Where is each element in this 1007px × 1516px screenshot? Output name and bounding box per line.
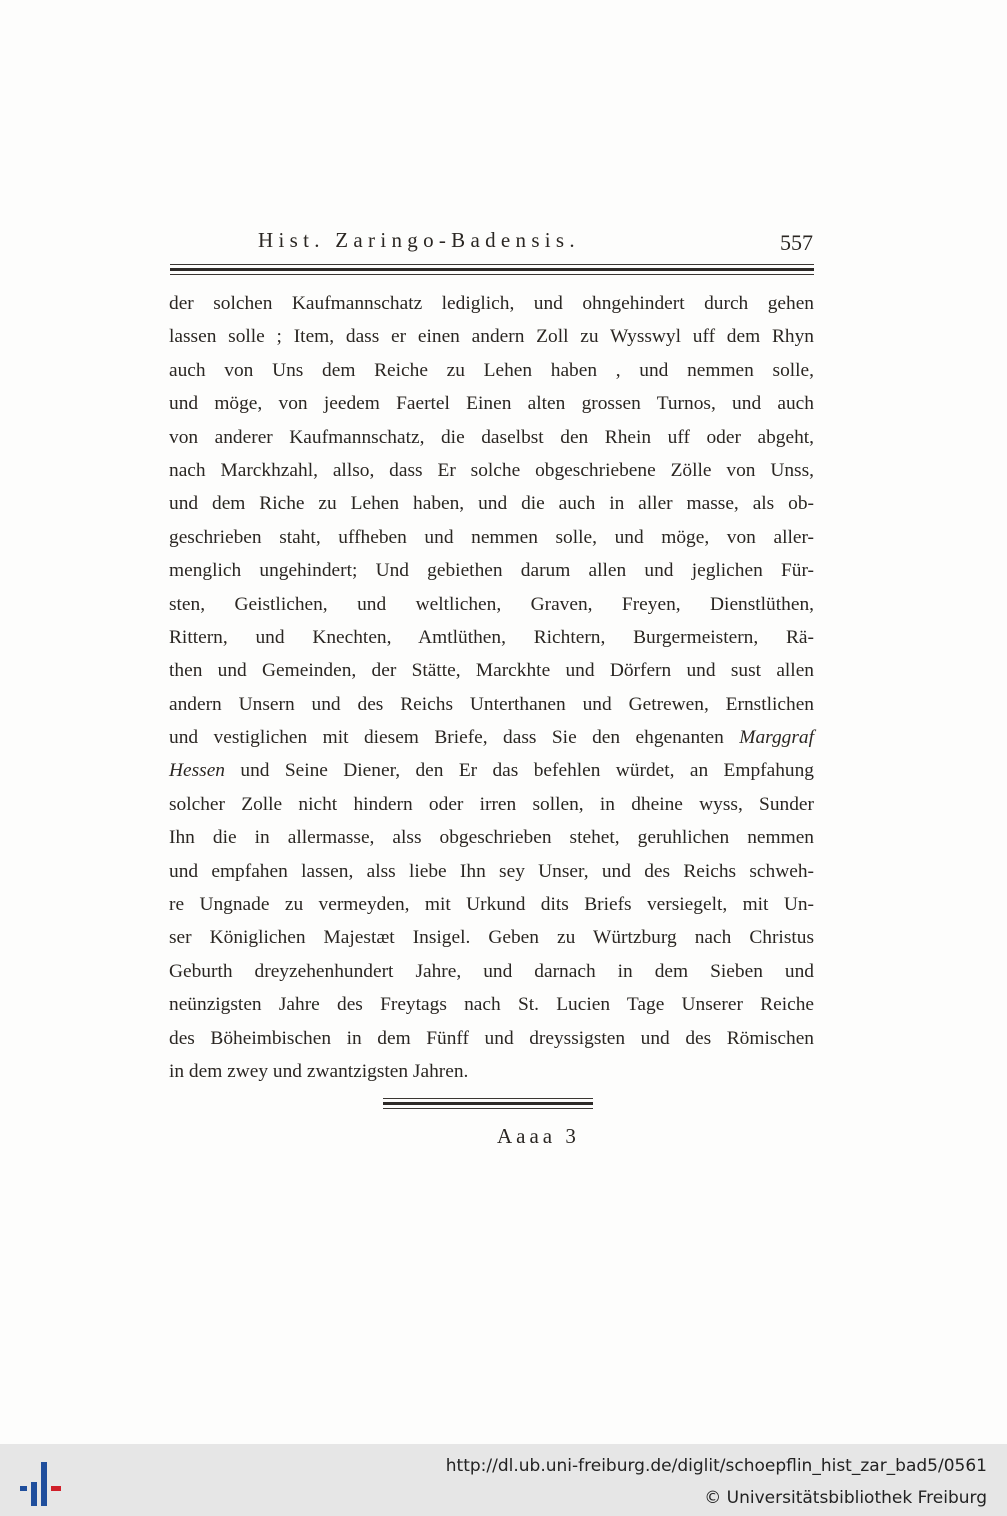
text-line-with-italic [169, 754, 814, 787]
text-line: Geburth dreyzehenhundert Jahre, und darnach in dem Sieben und [169, 960, 814, 982]
page-number: 557 [780, 230, 813, 255]
closing-rule [383, 1098, 593, 1112]
footer-bar [0, 1444, 1007, 1516]
text-line: Ihn die in allermasse, alss obgeschrieben stehet, geruhlichen nemmen [169, 827, 814, 849]
signature-mark: Aaaa 3 [497, 1124, 580, 1148]
text-line-with-italic [169, 721, 814, 754]
text-line: auch von Uns dem Reiche zu Lehen haben , und nemmen solle, [169, 359, 814, 381]
italic-name: Hessen [169, 760, 226, 782]
text-line: und empfahen lassen, alss liebe Ihn sey Unser, und des Reichs schweh- [169, 860, 814, 882]
text-line: andern Unsern und des Reichs Unterthanen und Getrewen, Ernstlichen [169, 693, 814, 715]
running-title: Hist. Zaringo-Badensis. [258, 228, 580, 252]
text-line: solcher Zolle nicht hindern oder irren sollen, in dheine wyss, Sunder [169, 793, 814, 815]
text-line: der solchen Kaufmannschatz lediglich, und ohngehindert durch gehen [169, 293, 814, 314]
text-line: und möge, von jeedem Faertel Einen alten grossen Turnos, und auch [169, 393, 814, 415]
ub-freiburg-logo-icon [16, 1460, 66, 1508]
header-rule [170, 264, 814, 278]
text-line: Rittern, und Knechten, Amtlüthen, Richtern, Burgermeistern, Rä- [169, 626, 814, 648]
text-line: ser Königlichen Majestæt Insigel. Geben zu Würtzburg nach Christus [169, 927, 814, 949]
text-line: neünzigsten Jahre des Freytags nach St. Lucien Tage Unserer Reiche [169, 994, 814, 1016]
text-line: des Böheimbischen in dem Fünff und dreyssigsten und des Römischen [169, 1027, 814, 1049]
text-line: lassen solle ; Item, dass er einen andern Zoll zu Wysswyl uff dem Rhyn [169, 326, 814, 348]
text-line: re Ungnade zu vermeyden, mit Urkund dits Briefs versiegelt, mit Un- [169, 894, 814, 916]
text-line: geschrieben staht, uffheben und nemmen solle, und möge, von aller- [169, 526, 814, 548]
italic-name: Marggraf [739, 727, 814, 749]
text-segment: und Seine Diener, den Er das befehlen würdet, an Empfahung [240, 760, 814, 782]
text-line: in dem zwey und zwantzigsten Jahren. [169, 1060, 469, 1082]
copyright-text: © Universitätsbibliothek Freiburg [704, 1488, 987, 1508]
text-line: menglich ungehindert; Und gebiethen darum allen und jeglichen Für- [169, 560, 814, 582]
text-segment: und vestiglichen mit diesem Briefe, dass Sie den ehgenanten [169, 727, 724, 749]
text-line: nach Marckhzahl, allso, dass Er solche obgeschriebene Zölle von Unss, [169, 459, 814, 481]
text-line: sten, Geistlichen, und weltlichen, Graven, Freyen, Dienstlüthen, [169, 593, 814, 615]
text-line: then und Gemeinden, der Stätte, Marckhte und Dörfern und sust allen [169, 660, 814, 682]
permalink-url[interactable]: http://dl.ub.uni-freiburg.de/diglit/schoepflin_hist_zar_bad5/0561 [445, 1456, 987, 1476]
body-text [169, 287, 814, 1088]
text-line: von anderer Kaufmannschatz, die daselbst den Rhein uff oder abgeht, [169, 426, 814, 448]
text-line: und dem Riche zu Lehen haben, und die auch in aller masse, als ob- [169, 493, 814, 515]
